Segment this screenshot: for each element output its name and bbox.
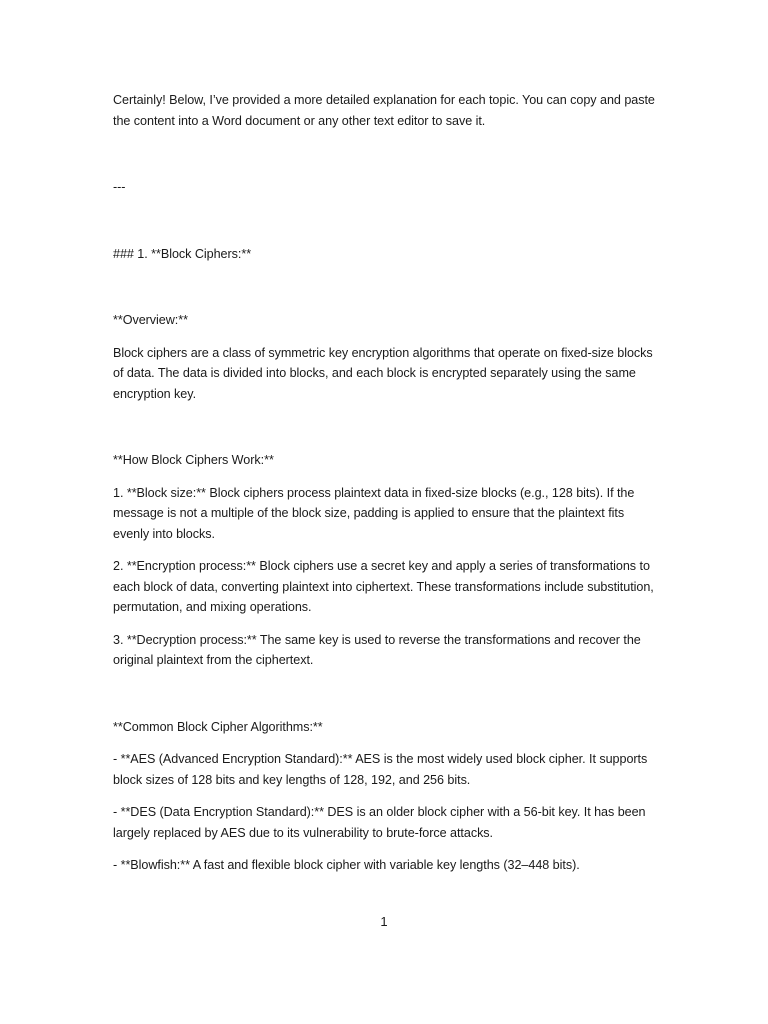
list-item-aes: - **AES (Advanced Encryption Standard):** AES is the most widely used block cipher. It supports block sizes of 128 bits and key lengths of 128, 192, and 256 bits.	[113, 752, 648, 787]
separator-line: ---	[113, 180, 126, 194]
overview-paragraph: Block ciphers are a class of symmetric key encryption algorithms that operate on fixed-size blocks of data. The data is divided into blocks, and each block is encrypted separately using the same encryption key.	[113, 345, 653, 401]
list-item-encryption-process: 2. **Encryption process:** Block ciphers use a secret key and apply a series of transformations to each block of data, converting plaintext into ciphertext. These transformations include substitution, permutation, and mixing operations.	[113, 559, 654, 614]
how-it-works-heading: **How Block Ciphers Work:**	[113, 453, 274, 467]
list-item-block-size: 1. **Block size:** Block ciphers process plaintext data in fixed-size blocks (e.g., 128 bits). If the message is not a multiple of the block size, padding is applied to ensure that the plaintext fits evenly into blocks.	[113, 485, 635, 541]
section-heading-block-ciphers: ### 1. **Block Ciphers:**	[113, 246, 252, 261]
list-item-des: - **DES (Data Encryption Standard):** DES is an older block cipher with a 56-bit key. It has been largely replaced by AES due to its vulnerability to brute-force attacks.	[113, 805, 646, 840]
page-number: 1	[380, 914, 388, 929]
common-algorithms-heading: **Common Block Cipher Algorithms:**	[113, 719, 323, 734]
list-item-blowfish: - **Blowfish:** A fast and flexible block cipher with variable key lengths (32–448 bits).	[113, 858, 580, 872]
document-body	[113, 90, 658, 876]
list-item-decryption-process: 3. **Decryption process:** The same key is used to reverse the transformations and recover the original plaintext from the ciphertext.	[113, 632, 641, 667]
intro-paragraph: Certainly! Below, I’ve provided a more detailed explanation for each topic. You can copy and paste the content into a Word document or any other text editor to save it.	[113, 93, 655, 128]
overview-heading: **Overview:**	[113, 313, 188, 327]
